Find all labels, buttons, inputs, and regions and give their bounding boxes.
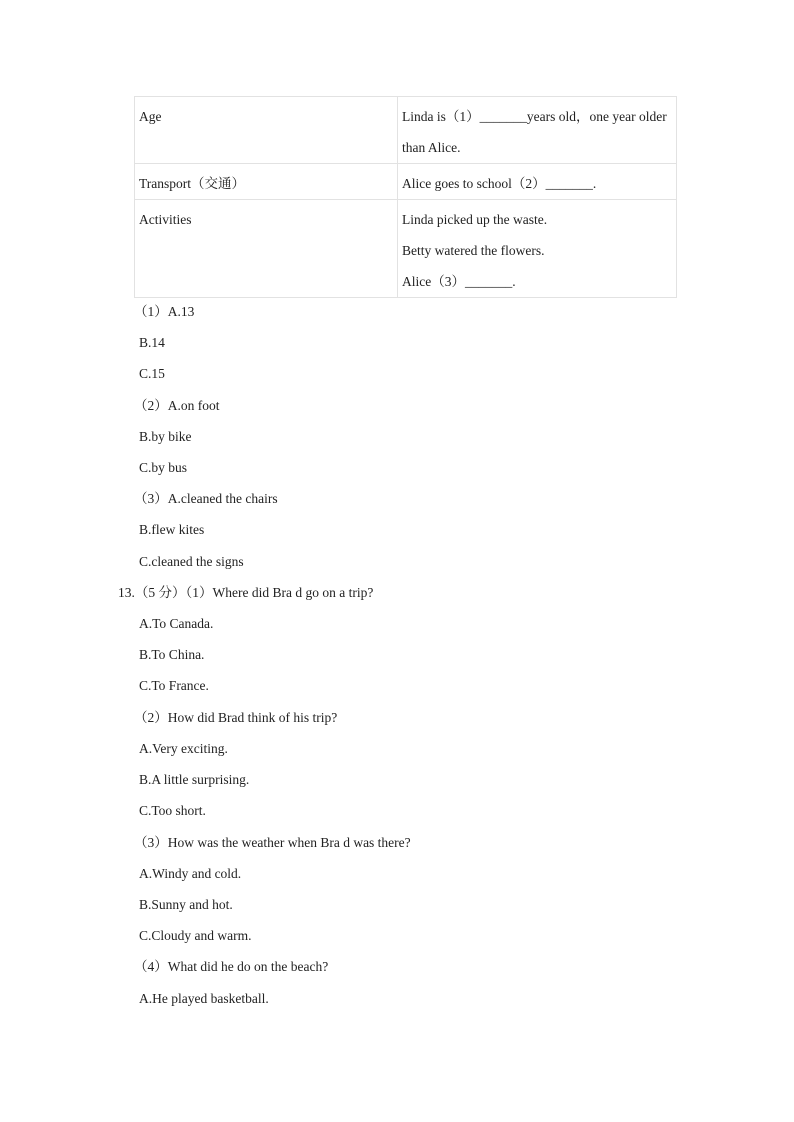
row-line: than Alice. bbox=[402, 140, 461, 155]
row-content bbox=[398, 164, 677, 200]
q12-part2-option-c: C.by bus bbox=[139, 460, 188, 475]
q13-part3-question: （3）How was the weather when Bra d was there? bbox=[134, 835, 411, 850]
row-content bbox=[398, 97, 677, 164]
row-line: Alice goes to school（2）_______. bbox=[402, 176, 597, 191]
table-row bbox=[135, 200, 677, 298]
q13-part1-option-b: B.To China. bbox=[139, 647, 205, 662]
row-line: Linda is（1）_______years old，one year older bbox=[402, 109, 667, 124]
q13-part3-option-b: B.Sunny and hot. bbox=[139, 897, 233, 912]
q12-part2-option-a: （2）A.on foot bbox=[134, 398, 220, 413]
q12-part1-option-a: （1）A.13 bbox=[134, 304, 195, 319]
table-row bbox=[135, 164, 677, 200]
row-line: Linda picked up the waste. bbox=[402, 212, 548, 227]
row-content bbox=[398, 200, 677, 298]
row-line: Alice（3）_______. bbox=[402, 274, 516, 289]
q13-part3-option-c: C.Cloudy and warm. bbox=[139, 928, 252, 943]
row-label: Transport（交通） bbox=[135, 164, 398, 200]
q12-part3-option-c: C.cleaned the signs bbox=[139, 554, 244, 569]
row-label: Activities bbox=[135, 200, 398, 298]
table-row bbox=[135, 97, 677, 164]
q13-part2-option-b: B.A little surprising. bbox=[139, 772, 250, 787]
q13-part2-option-c: C.Too short. bbox=[139, 803, 206, 818]
q13-part3-option-a: A.Windy and cold. bbox=[139, 866, 242, 881]
q12-part1-option-b: B.14 bbox=[139, 335, 165, 350]
q13-part1-option-a: A.To Canada. bbox=[139, 616, 214, 631]
q13-header: 13.（5 分）（1）Where did Bra d go on a trip? bbox=[118, 585, 374, 600]
info-table bbox=[134, 96, 677, 298]
q12-part2-option-b: B.by bike bbox=[139, 429, 192, 444]
q12-part3-option-a: （3）A.cleaned the chairs bbox=[134, 491, 278, 506]
q12-part1-option-c: C.15 bbox=[139, 366, 165, 381]
row-line: Betty watered the flowers. bbox=[402, 243, 545, 258]
q13-part2-option-a: A.Very exciting. bbox=[139, 741, 228, 756]
q12-part3-option-b: B.flew kites bbox=[139, 522, 205, 537]
q13-part2-question: （2）How did Brad think of his trip? bbox=[134, 710, 338, 725]
q13-part1-option-c: C.To France. bbox=[139, 678, 209, 693]
q13-part4-question: （4）What did he do on the beach? bbox=[134, 959, 329, 974]
row-label: Age bbox=[135, 97, 398, 164]
q13-part4-option-a: A.He played basketball. bbox=[139, 991, 269, 1006]
